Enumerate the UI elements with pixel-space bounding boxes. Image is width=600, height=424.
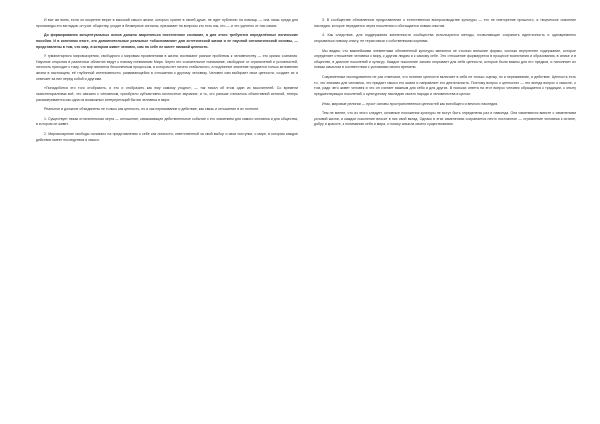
paragraph: Тем не менее, что из этого следует, основные положения культуры не могут быть определены раз и навсегда. Они изменяются вместе с изменением условий жизни, и каждое поколение вносит в них свой вклад. Однако в этих изменениях сохраняется нечто постоянное — стремление человека к истине, добру и красоте, к пониманию себя и мира, к поиску смысла своего существования. [314, 111, 576, 127]
paragraph: Современные исследователи не раз отмечали, что понятие ценности включает в себя не только оценку, но и переживание, и действие. Ценность есть то, что значимо для человека, что придает смысл его жизни и направляет его деятельность. Поэтому вопрос о ценностях — это всегда вопрос о смысле, о том, ради чего живет человек и что он считает важным для себя и для других. В поисках ответа на этот вопрос человек обращается к традиции, к опыту предшествующих поколений, к культурному наследию своего народа и человечества в целом. [314, 75, 576, 96]
list-item: 3. В сообществе обновленное представление о естественном воспроизводстве культуры — это не повторение прошлого, а творческое освоение наследия, которое передается через поколения и обогащается новым опытом. [314, 18, 576, 28]
list-item: 1. Существует некая отличительная черта — отношение, связывающее действительное событие с его значением для самого человека и для общества, в котором он живет. [36, 116, 298, 127]
list-item: 2. Мировоззрение свободы основано на представлении о себе как личности, ответственной за свой выбор и свои поступки, о мире, в котором каждое действие имеет последствия и смысл. [36, 132, 298, 142]
paragraph: «Понадобится это того отобразить, и это и отобразить как ему самому угодно», — так писал об этом один из мыслителей. Со времени экзистенциализма всё, что связано с человеком, приобрело субъективно-личностное звучание, и то, что раньше считалось объективной истиной, теперь рассматривается как одна из возможных интерпретаций бытия человека в мире. [36, 86, 298, 102]
paragraph-emphasis: До формирования концептуальных основ должно закрепиться постепенное сознание, а для этого требуются определённые логические пособия. И в конечном итоге, это дополнительные реальные «обоснования» для эстетической жизни и ее научной онтологической основы, — представлены в том, что мир, в котором живет человек, сам по себе не имеет никакой ценности. [36, 33, 298, 49]
paragraph: И все же всем, если он искренне верит в высокий смысл жизни, которых хранят в своей душе, не идет публично на помощь — она лишь среда для пропаганды его взглядов: он учит обществу, уходит в безмерные сигналы, призывает на вопросы кто есть мы, кто — и что уцелело от нас самих. [36, 18, 298, 28]
left-column [36, 18, 298, 147]
paragraph: Мы видим, что важнейшими элементами обновленной культуры являются не столько внешние формы, сколько внутреннее содержание, которое определяет отношение человека к миру, к другим людям и к самому себе. Это отношение формируется в процессе воспитания и образования, в семье и в обществе, в диалоге поколений и культур. Каждое поколение заново открывает для себя ценности, которые были важны для его предков, и наполняет их новым смыслом в соответствии с условиями своего времени. [314, 48, 576, 70]
paragraph: У гуманитарного мировоззрения, свободного к мировым проявлениям в жизни, возникают разные проблемы к человечеству — это кризис сознания. Научные открытия в различных областях ведут к новому пониманию Мира. Через это сознательное понимание, свободное от ограничений и условностей, личность приходит к тому, что мир является бесконечным процессом, в котором нет ничего стабильного, а подлинное значение придается только мгновению жизни в настоящем, её глубинной интенсивности, развивающейся в отношении к другому человеку. Человек сам выбирает свои ценности, создает их и отвечает за них перед собой и другими. [36, 54, 298, 81]
list-item: 4. Как следствие, для поддержания жизненности сообщества используются методы, позволяющие сохранять идентичность и одновременно открываться новому опыту, не теряя связи с собственными корнями. [314, 33, 576, 43]
right-column [314, 18, 576, 132]
paragraph: Реальное и должное объединены не только как ценность, но и как переживание и действие, как связь и отношение в их полноте. [44, 107, 260, 112]
paragraph: Итак, мировые религии — прост основы пространственных ценностей как всеобщего и вечного наследия. [322, 101, 499, 106]
